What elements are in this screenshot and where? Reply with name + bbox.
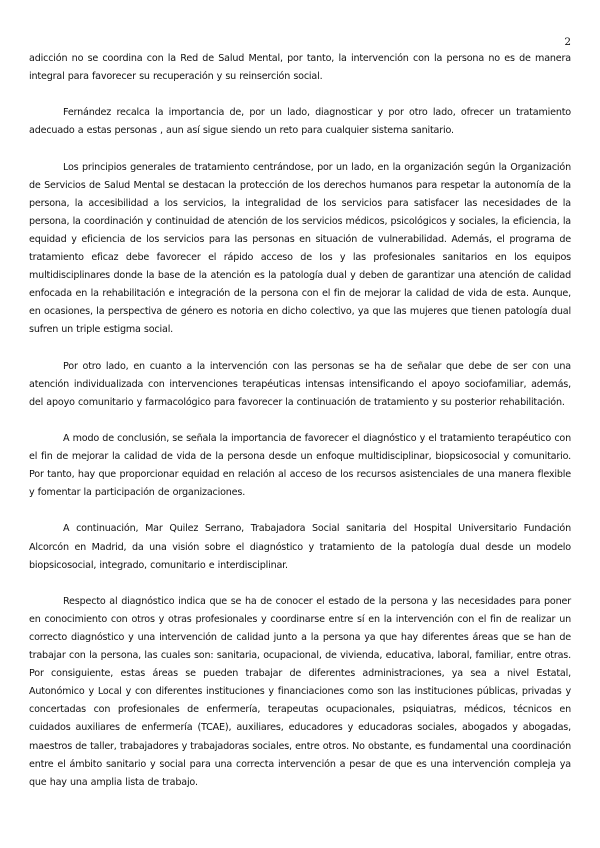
- body-text: [29, 50, 571, 792]
- page-number: 2: [564, 36, 571, 48]
- paragraph-principles: Los principios generales de tratamiento centrándose, por un lado, en la organización según la Organización de Servicios de Salud Mental se destacan la protección de los derechos humanos para respetar la autonomía de la persona, la accesibilidad a los servicios, la integralidad de los servicios para satisfacer las necesidades de la persona, la coordinación y continuidad de atención de los servicios médicos, psicológicos y sociales, la eficiencia, la equidad y eficiencia de los servicios para las personas en situación de vulnerabilidad. Además, el programa de tratamiento eficaz debe favorecer el rápido acceso de los y las profesionales sanitarios en los equipos multidisciplinares donde la base de la atención es la patología dual y deben de garantizar una atención de calidad enfocada en la rehabilitación e integración de la persona con el fin de mejorar la calidad de vida de esta. Aunque, en ocasiones, la perspectiva de género es notoria en dicho colectivo, ya que las mujeres que tienen patología dual sufren un triple estigma social.: [29, 161, 571, 336]
- paragraph-diagnosis: Respecto al diagnóstico indica que se ha de conocer el estado de la persona y las necesidades para poner en conocimiento con otros y otras profesionales y coordinarse entre sí en la intervención con el fin de realizar un correcto diagnóstico y una intervención de calidad junto a la persona ya que hay diferentes áreas que se han de trabajar con la persona, las cuales son: sanitaria, ocupacional, de vivienda, educativa, laboral, familiar, entre otras. Por consiguiente, estas áreas se pueden trabajar de diferentes administraciones, ya sea a nivel Estatal, Autonómico y Local y con diferentes instituciones y financiaciones como son las instituciones públicas, privadas y concertadas con profesionales de enfermería, terapeutas ocupacionales, psiquiatras, médicos, técnicos en cuidados auxiliares de enfermería (TCAE), auxiliares, educadores y educadoras sociales, abogados y abogadas, maestros de taller, trabajadores y trabajadoras sociales, entre otros. No obstante, es fundamental una coordinación entre el ámbito sanitario y social para una correcta intervención a pesar de que es una intervención compleja ya que hay una amplia lista de trabajo.: [29, 595, 571, 788]
- paragraph-continuation: adicción no se coordina con la Red de Salud Mental, por tanto, la intervención con la persona no es de manera integral para favorecer su recuperación y su reinserción social.: [29, 53, 571, 83]
- paragraph-intervention: Por otro lado, en cuanto a la intervención con las personas se ha de señalar que debe de ser con una atención individualizada con intervenciones terapéuticas intensas intensificando el apoyo sociofamiliar, además, del apoyo comunitario y farmacológico para favorecer la continuación de tratamiento y su posterior rehabilitación.: [29, 360, 571, 408]
- paragraph-conclusion: A modo de conclusión, se señala la importancia de favorecer el diagnóstico y el tratamiento terapéutico con el fin de mejorar la calidad de vida de la persona desde un enfoque multidisciplinar, biopsicosocial y comunitario. Por tanto, hay que proporcionar equidad en relación al acceso de los recursos asistenciales de una manera flexible y fomentar la participación de organizaciones.: [29, 432, 571, 499]
- paragraph-fernandez: Fernández recalca la importancia de, por un lado, diagnosticar y por otro lado, ofrecer un tratamiento adecuado a estas personas , aun así sigue siendo un reto para cualquier sistema sanitario.: [29, 107, 571, 137]
- paragraph-mar-quilez: A continuación, Mar Quilez Serrano, Trabajadora Social sanitaria del Hospital Universitario Fundación Alcorcón en Madrid, da una visión sobre el diagnóstico y tratamiento de la patología dual desde un modelo biopsicosocial, integrado, comunitario e interdisciplinar.: [29, 523, 571, 571]
